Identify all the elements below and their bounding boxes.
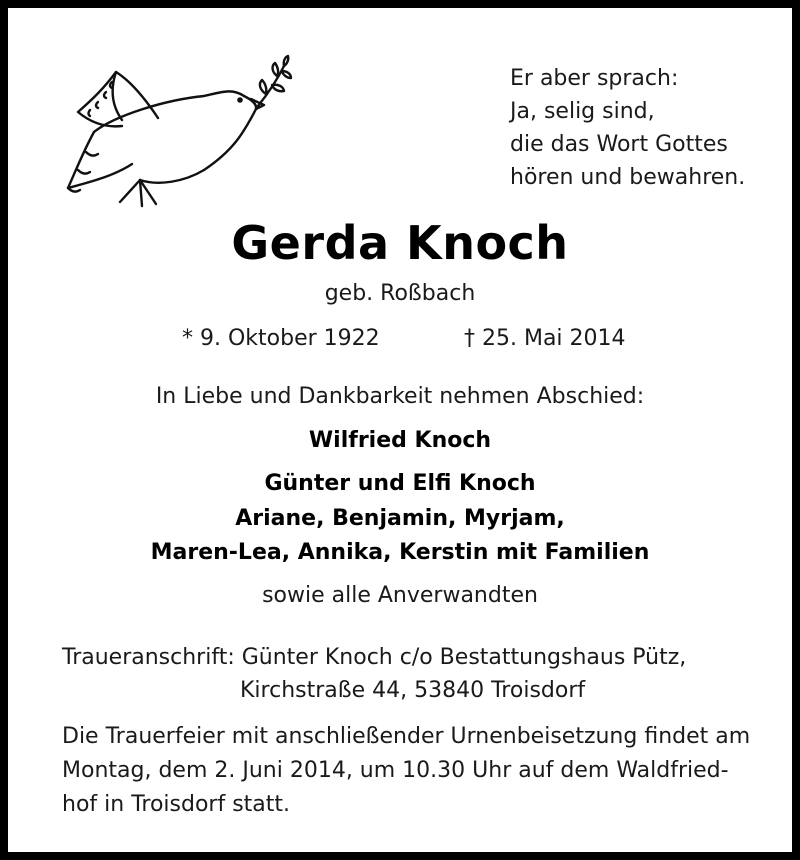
ceremony-text: [62, 720, 750, 822]
death-date: † 25. Mai 2014: [464, 326, 626, 351]
mourner-name: Wilfried Knoch: [308, 428, 492, 453]
quote-line: die das Wort Gottes: [510, 132, 728, 157]
dove-with-olive-branch-icon: [54, 52, 294, 228]
mourner-name: Maren-Lea, Annika, Kerstin mit Familien: [150, 540, 650, 565]
relatives-line: sowie alle Anverwandten: [262, 583, 538, 608]
mourner-name: Ariane, Benjamin, Myrjam,: [235, 506, 565, 531]
quote-line: Ja, selig sind,: [510, 99, 655, 124]
ceremony-line: Die Trauerfeier mit anschließender Urnenbeisetzung findet am: [62, 724, 751, 749]
maiden-name: geb. Roßbach: [324, 281, 476, 306]
mourning-address-line: Traueranschrift: Günter Knoch c/o Bestattungshaus Pütz,: [62, 645, 687, 670]
mourner-name: Günter und Elfi Knoch: [264, 471, 536, 496]
ceremony-line: hof in Troisdorf statt.: [62, 792, 291, 817]
mourners-intro: In Liebe und Dankbarkeit nehmen Abschied:: [155, 384, 645, 409]
quote-line: Er aber sprach:: [510, 66, 679, 91]
bible-quote: [510, 62, 745, 194]
mourning-address-line: Kirchstraße 44, 53840 Troisdorf: [240, 678, 586, 703]
quote-line: hören und bewahren.: [510, 165, 746, 190]
deceased-name: Gerda Knoch: [231, 216, 569, 270]
ceremony-line: Montag, dem 2. Juni 2014, um 10.30 Uhr auf dem Waldfried-: [62, 758, 729, 783]
birth-date: * 9. Oktober 1922: [182, 326, 380, 351]
